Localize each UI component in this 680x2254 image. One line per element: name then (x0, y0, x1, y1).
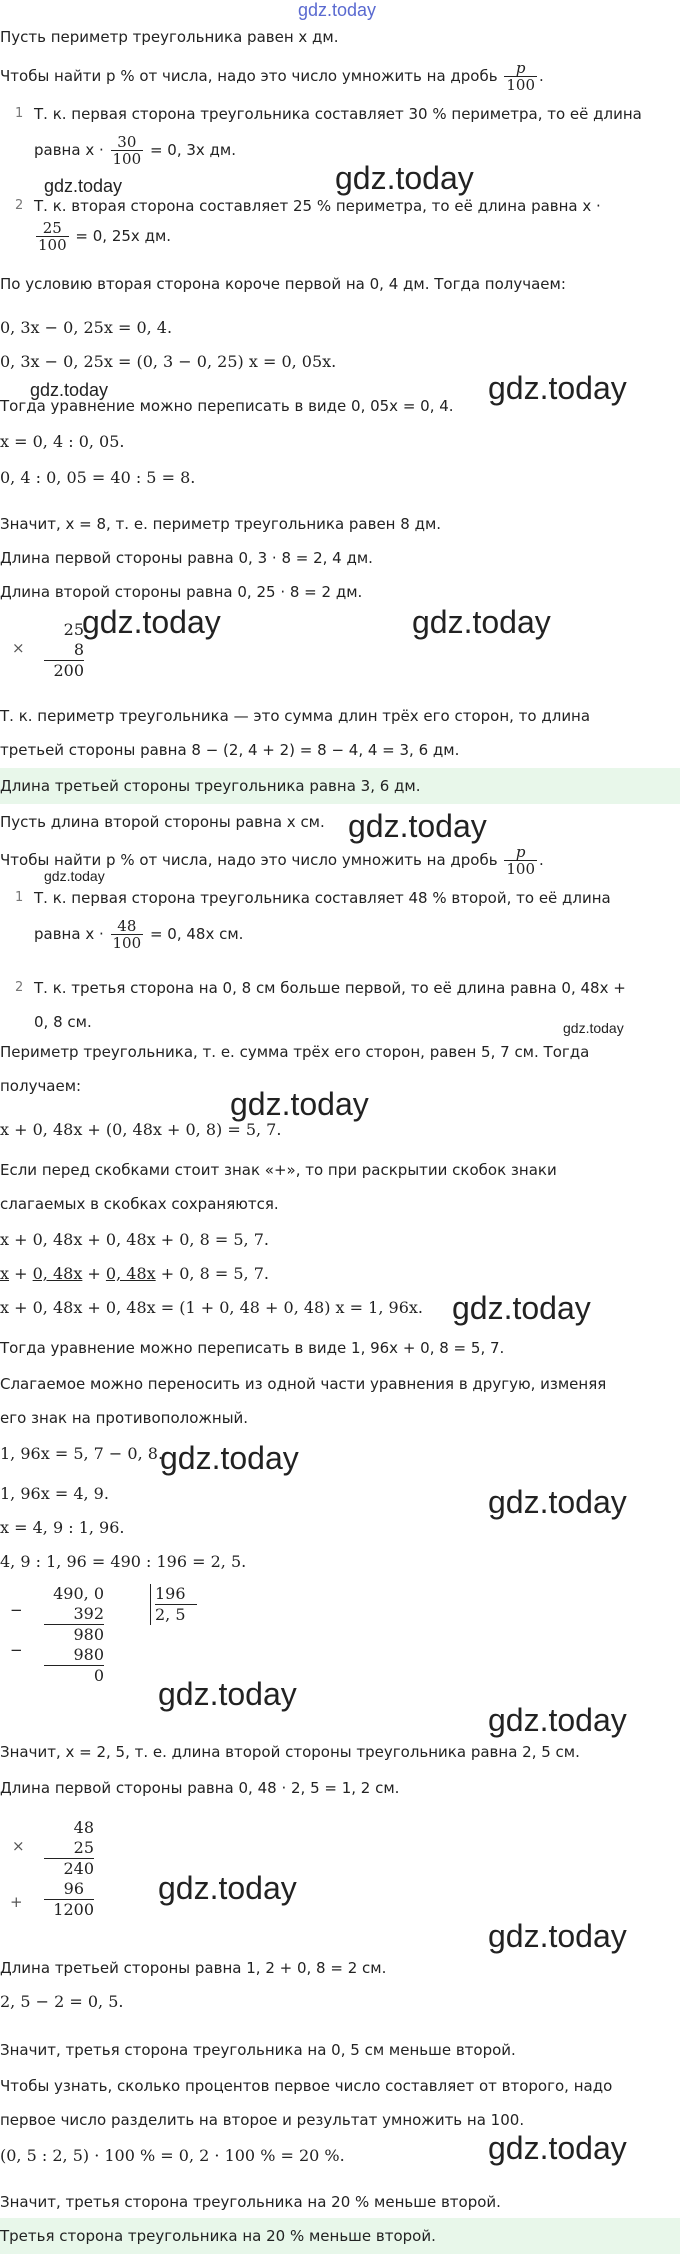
text-line: Длина второй стороны равна 0, 25 · 8 = 2 дм. (0, 583, 363, 601)
math-line: (0, 5 : 2, 5) · 100 % = 0, 2 · 100 % = 20 %. (0, 2146, 345, 2165)
watermark: gdz.today (488, 1484, 627, 1520)
math-line: 2, 5 − 2 = 0, 5. (0, 1992, 124, 2011)
math-line: 1, 96x = 5, 7 − 0, 8. (0, 1444, 164, 1463)
text-line: равна x · $\frac{48}{100}$ = 0, 48x см. (34, 917, 244, 952)
math-line: x = 4, 9 : 1, 96. (0, 1518, 125, 1537)
math-line: 4, 9 : 1, 96 = 490 : 196 = 2, 5. (0, 1552, 247, 1571)
times-sign: × (12, 639, 25, 657)
text-line: 0, 8 см. (34, 1013, 92, 1031)
watermark: gdz.today (563, 1020, 624, 1036)
math-line: x = 0, 4 : 0, 05. (0, 432, 125, 451)
long-division-divisor: 196 2, 5 (150, 1584, 197, 1625)
watermark: gdz.today (160, 1440, 299, 1476)
watermark: gdz.today (412, 604, 551, 640)
text-line: Значит, x = 8, т. е. периметр треугольника равен 8 дм. (0, 515, 442, 533)
text-line: его знак на противоположный. (0, 1409, 249, 1427)
text-line: получаем: (0, 1077, 82, 1095)
text-line: Т. к. третья сторона на 0, 8 см больше первой, то её длина равна 0, 48x + (34, 979, 626, 997)
text-line: Пусть длина второй стороны равна x см. (0, 813, 325, 831)
times-sign: × (12, 1837, 25, 1855)
list-number: 1 (15, 890, 24, 905)
watermark: gdz.today (488, 370, 627, 406)
watermark: gdz.today (488, 1702, 627, 1738)
watermark: gdz.today (348, 808, 487, 844)
math-line: x + 0, 48x + 0, 48x = (1 + 0, 48 + 0, 48) x = 1, 96x. (0, 1298, 423, 1317)
math-line: x + 0, 48x + 0, 48x + 0, 8 = 5, 7. (0, 1264, 269, 1283)
text-line: равна x · $\frac{30}{100}$ = 0, 3x дм. (34, 133, 236, 168)
text-line: Периметр треугольника, т. е. сумма трёх его сторон, равен 5, 7 см. Тогда (0, 1043, 590, 1061)
text-line: Чтобы найти p % от числа, надо это число умножить на дробь $\frac{p}{100}$ . (0, 843, 544, 878)
answer: Третья сторона треугольника на 20 % меньше второй. (0, 2227, 436, 2245)
math-line: 1, 96x = 4, 9. (0, 1484, 109, 1503)
column-multiplication: 48 25 240 96 1200 (44, 1818, 94, 1920)
math-line: 0, 4 : 0, 05 = 40 : 5 = 8. (0, 468, 196, 487)
text-line: Т. к. первая сторона треугольника составляет 48 % второй, то её длина (34, 889, 611, 907)
text-line: По условию вторая сторона короче первой на 0, 4 дм. Тогда получаем: (0, 275, 566, 293)
text-line: первое число разделить на второе и результат умножить на 100. (0, 2111, 525, 2129)
text-line: Значит, третья сторона треугольника на 20 % меньше второй. (0, 2193, 501, 2211)
text-line: слагаемых в скобках сохраняются. (0, 1195, 279, 1213)
text-line: Тогда уравнение можно переписать в виде 1, 96x + 0, 8 = 5, 7. (0, 1339, 505, 1357)
watermark: gdz.today (298, 0, 377, 20)
column-multiplication: 25 8 200 (44, 620, 84, 681)
watermark: gdz.today (452, 1290, 591, 1326)
text-line: третьей стороны равна 8 − (2, 4 + 2) = 8 − 4, 4 = 3, 6 дм. (0, 741, 460, 759)
text-line: Т. к. вторая сторона составляет 25 % периметра, то её длина равна x · (34, 197, 601, 215)
text-line: Длина первой стороны равна 0, 48 · 2, 5 = 1, 2 см. (0, 1779, 400, 1797)
answer: Длина третьей стороны треугольника равна 3, 6 дм. (0, 777, 421, 795)
fraction: $\frac{30}{100}$ (112, 133, 142, 168)
watermark: gdz.today (44, 176, 123, 196)
fraction: $\frac{p}{100}$ (506, 843, 535, 878)
text-line: $\frac{25}{100}$ = 0, 25x дм. (38, 219, 172, 254)
watermark: gdz.today (82, 604, 221, 640)
watermark: gdz.today (158, 1676, 297, 1712)
text-line: Если перед скобками стоит знак «+», то при раскрытии скобок знаки (0, 1161, 557, 1179)
watermark: gdz.today (230, 1086, 369, 1122)
watermark: gdz.today (488, 1918, 627, 1954)
plus-sign: + (10, 1893, 23, 1911)
math-line: 0, 3x − 0, 25x = (0, 3 − 0, 25) x = 0, 05x. (0, 352, 337, 371)
math-line: 0, 3x − 0, 25x = 0, 4. (0, 318, 173, 337)
text-line: Т. к. периметр треугольника — это сумма длин трёх его сторон, то длина (0, 707, 591, 725)
watermark: gdz.today (30, 380, 109, 400)
list-number: 2 (15, 198, 24, 213)
text-line: Значит, x = 2, 5, т. е. длина второй стороны треугольника равна 2, 5 см. (0, 1743, 580, 1761)
watermark: gdz.today (158, 1870, 297, 1906)
watermark: gdz.today (44, 868, 105, 884)
list-number: 2 (15, 980, 24, 995)
text-line: Длина третьей стороны равна 1, 2 + 0, 8 = 2 см. (0, 1959, 387, 1977)
text-line: Длина первой стороны равна 0, 3 · 8 = 2, 4 дм. (0, 549, 373, 567)
watermark: gdz.today (335, 160, 474, 196)
list-number: 1 (15, 106, 24, 121)
text-line: Чтобы узнать, сколько процентов первое число составляет от второго, надо (0, 2077, 613, 2095)
minus-sign: − (10, 1601, 23, 1619)
math-line: x + 0, 48x + 0, 48x + 0, 8 = 5, 7. (0, 1230, 269, 1249)
fraction: $\frac{25}{100}$ (38, 219, 67, 254)
minus-sign: − (10, 1641, 23, 1659)
fraction: $\frac{48}{100}$ (112, 917, 142, 952)
text-line: Пусть периметр треугольника равен x дм. (0, 28, 339, 46)
text-line: Слагаемое можно переносить из одной части уравнения в другую, изменяя (0, 1375, 607, 1393)
math-line: x + 0, 48x + (0, 48x + 0, 8) = 5, 7. (0, 1120, 282, 1139)
watermark: gdz.today (488, 2130, 627, 2166)
long-division-dividend: 490, 0 392 980 980 0 (44, 1584, 104, 1686)
fraction: $\frac{p}{100}$ (506, 59, 535, 94)
text-line: Тогда уравнение можно переписать в виде 0, 05x = 0, 4. (0, 397, 454, 415)
text-line: Чтобы найти p % от числа, надо это число умножить на дробь $\frac{p}{100}$ . (0, 59, 544, 94)
text-line: Т. к. первая сторона треугольника составляет 30 % периметра, то её длина (34, 105, 642, 123)
text-line: Значит, третья сторона треугольника на 0, 5 см меньше второй. (0, 2041, 516, 2059)
